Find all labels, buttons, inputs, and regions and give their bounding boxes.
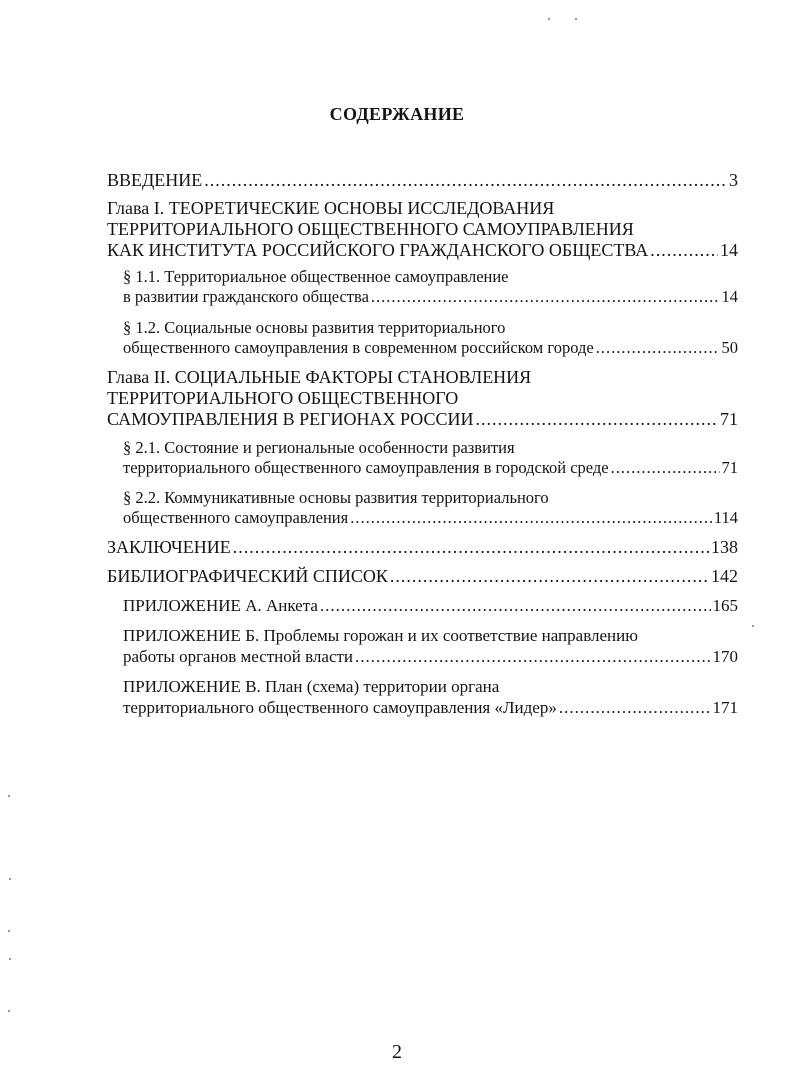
toc-entry-introduction xyxy=(107,170,738,191)
dot-leader xyxy=(559,697,711,718)
toc-page-number: 71 xyxy=(720,409,738,429)
dot-leader xyxy=(596,338,720,358)
toc-entry-line: ТЕРРИТОРИАЛЬНОГО ОБЩЕСТВЕННОГО xyxy=(107,388,459,408)
toc-entry-chapter-2 xyxy=(107,367,738,430)
toc-entry-section-2-1 xyxy=(123,438,738,478)
toc-page-number: 14 xyxy=(720,240,738,260)
toc-page-number: 114 xyxy=(713,508,738,527)
toc-entry-title: САМОУПРАВЛЕНИЯ В РЕГИОНАХ РОССИИ xyxy=(107,409,474,429)
toc-entry-appendix-b xyxy=(123,625,738,667)
toc-entry-title: территориального общественного самоуправления «Лидер» xyxy=(123,698,557,717)
dot-leader xyxy=(355,646,710,667)
toc-entry-line: ТЕРРИТОРИАЛЬНОГО ОБЩЕСТВЕННОГО САМОУПРАВЛЕНИЯ xyxy=(107,219,634,239)
toc-entry-title: КАК ИНСТИТУТА РОССИЙСКОГО ГРАЖДАНСКОГО ОБЩЕСТВА xyxy=(107,240,649,260)
dot-leader xyxy=(320,595,711,616)
toc-entry-title: ПРИЛОЖЕНИЕ А. Анкета xyxy=(123,596,318,615)
scan-speck xyxy=(8,795,10,797)
toc-page-number: 3 xyxy=(729,170,738,190)
scan-speck xyxy=(548,18,550,20)
toc-entry-title: территориального общественного самоуправления в городской среде xyxy=(123,458,609,477)
toc-entry-line: § 1.1. Территориальное общественное самоуправление xyxy=(123,267,509,286)
dot-leader xyxy=(611,458,720,478)
toc-entry-bibliography xyxy=(107,566,738,587)
toc-entry-line: Глава I. ТЕОРЕТИЧЕСКИЕ ОСНОВЫ ИССЛЕДОВАНИЯ xyxy=(107,198,555,218)
toc-entry-conclusion xyxy=(107,537,738,558)
scan-speck xyxy=(9,958,11,960)
toc-entry-line: § 2.2. Коммуникативные основы развития территориального xyxy=(123,488,549,507)
scan-speck xyxy=(575,18,577,20)
page-title: СОДЕРЖАНИЕ xyxy=(329,104,465,124)
toc-page-number: 171 xyxy=(712,698,738,717)
toc-entry-title: в развитии гражданского общества xyxy=(123,287,369,306)
toc-entry-section-1-2 xyxy=(123,318,738,358)
toc-page-number: 165 xyxy=(712,596,738,615)
toc-entry-appendix-a xyxy=(123,595,738,616)
dot-leader xyxy=(475,409,718,430)
toc-entry-title: общественного самоуправления xyxy=(123,508,349,527)
toc-entry-line: ПРИЛОЖЕНИЕ В. План (схема) территории органа xyxy=(123,677,500,696)
toc-entry-line: § 1.2. Социальные основы развития территориального xyxy=(123,318,506,337)
toc-entry-title: ЗАКЛЮЧЕНИЕ xyxy=(107,537,231,557)
toc-page-number: 50 xyxy=(721,338,738,357)
scan-speck xyxy=(9,878,11,880)
dot-leader xyxy=(204,170,727,191)
toc-entry-section-2-2 xyxy=(123,488,738,528)
page-number: 2 xyxy=(392,1041,402,1063)
toc-page-number: 71 xyxy=(721,458,738,477)
toc-entry-appendix-v xyxy=(123,676,738,718)
toc-entry-title: общественного самоуправления в современном российском городе xyxy=(123,338,594,357)
dot-leader xyxy=(371,287,720,307)
dot-leader xyxy=(650,240,718,261)
dot-leader xyxy=(233,537,709,558)
toc-entry-title: ВВЕДЕНИЕ xyxy=(107,170,203,190)
scan-speck xyxy=(8,930,10,932)
toc-page-number: 138 xyxy=(711,537,738,557)
scan-speck xyxy=(752,625,754,627)
toc-entry-chapter-1 xyxy=(107,198,738,261)
toc-entry-line: ПРИЛОЖЕНИЕ Б. Проблемы горожан и их соответствие направлению xyxy=(123,626,638,645)
toc-entry-title: БИБЛИОГРАФИЧЕСКИЙ СПИСОК xyxy=(107,566,388,586)
dot-leader xyxy=(390,566,709,587)
toc-entry-line: § 2.1. Состояние и региональные особенности развития xyxy=(123,438,515,457)
toc-page-number: 14 xyxy=(721,287,738,306)
toc-page-number: 170 xyxy=(712,647,738,666)
toc-page-number: 142 xyxy=(711,566,738,586)
dot-leader xyxy=(350,508,712,528)
scan-speck xyxy=(8,1010,10,1012)
toc-entry-section-1-1 xyxy=(123,267,738,307)
toc-entry-line: Глава II. СОЦИАЛЬНЫЕ ФАКТОРЫ СТАНОВЛЕНИЯ xyxy=(107,367,532,387)
toc-entry-title: работы органов местной власти xyxy=(123,647,354,666)
